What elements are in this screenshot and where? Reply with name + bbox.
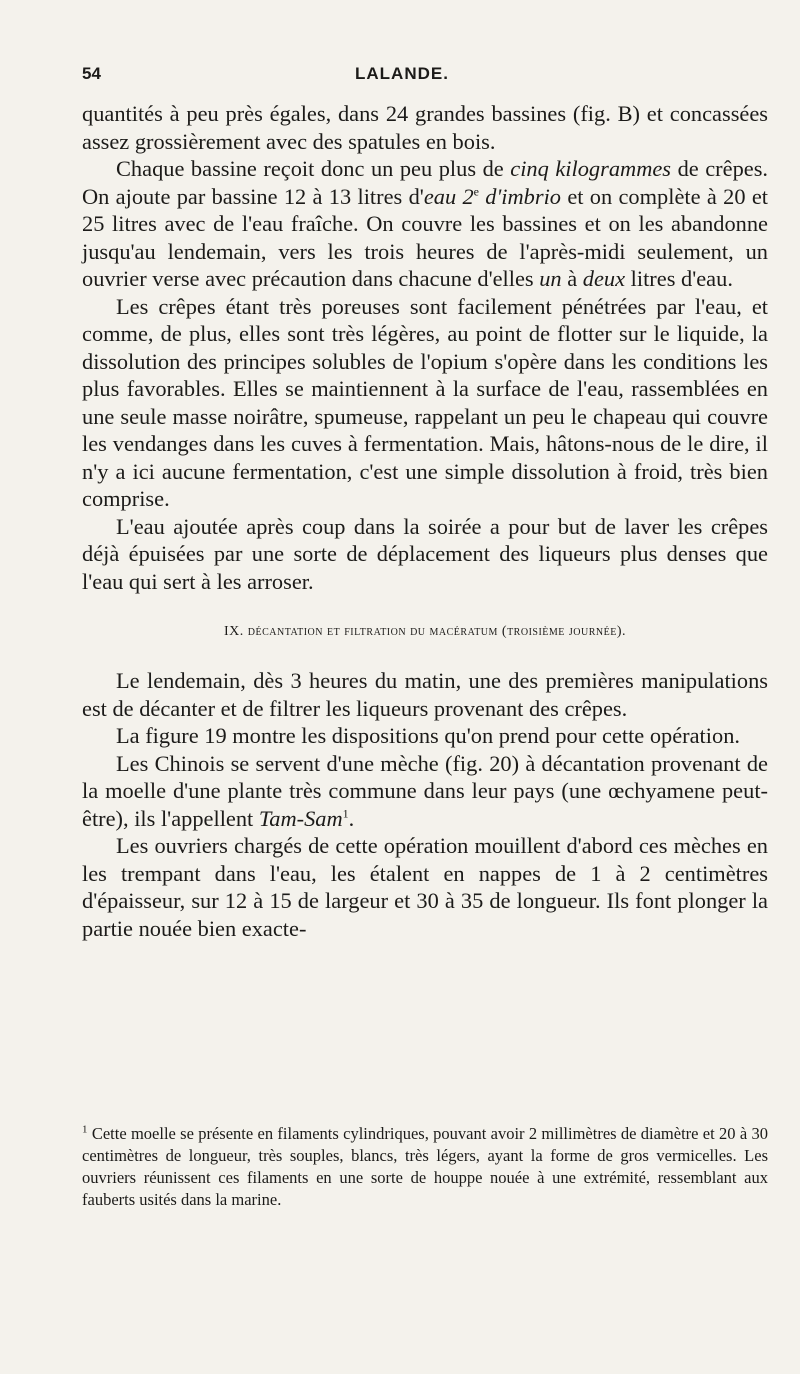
emphasis-tam-sam: Tam-Sam [258,805,343,831]
text-run: . [348,805,355,831]
text-run: Les Chinois se servent d'une mèche (fig. 20) à décantation provenant de la moelle d'une plante très commune dans leur pays (une œchyamene peut-être), ils l'appellent [82,750,768,831]
text-run: Chaque bassine reçoit donc un peu plus de [116,156,511,181]
emphasis-un: un [539,266,562,291]
paragraph-lendemain: Le lendemain, dès 3 heures du matin, une des premières manipulations est de décanter et de filtrer les liqueurs provenant des crêpes. [82,668,768,721]
footnote-mark: 1 [82,1123,88,1136]
paragraph-ouvriers: Les ouvriers chargés de cette opération mouillent d'abord ces mèches en les trempant dans l'eau, les étalent en nappes de 1 à 2 centimètres d'épaisseur, sur 12 à 15 de largeur et 30 à 35 de longueur. Ils font plonger la partie nouée bien exacte- [82,833,768,941]
page-number: 54 [82,64,101,83]
paragraph-chinois [82,750,768,833]
section-heading: IX. décantation et filtration du macératum (troisième journée). [223,624,627,639]
paragraph-continuation: quantités à peu près égales, dans 24 grandes bassines (fig. B) et concassées assez grossièrement avec des spatules en bois. [82,101,768,154]
footnote [82,1123,768,1211]
emphasis-eau: eau 2 [423,183,474,209]
paragraph-eau-ajoutee: L'eau ajoutée après coup dans la soirée a pour but de laver les crêpes déjà épuisées par une sorte de déplacement des liqueurs plus denses que l'eau qui sert à les arroser. [82,513,768,594]
text-run: de crêpes. On ajoute par bassine 12 à 13 litres d' [82,156,769,209]
paragraph-bassine [82,155,768,293]
text-run: et on complète à 20 et 25 litres avec de l'eau fraîche. On couvre les bassines et on les abandonne jusqu'au lendemain, vers les trois heures de l'après-midi seulement, un ouvrier verse avec précaution dans chacune d'elles [82,183,768,291]
text-run: à [561,266,583,291]
emphasis-imbrio: d'imbrio [478,183,561,209]
main-text [82,100,768,942]
paragraph-figure-19: La figure 19 montre les dispositions qu'on prend pour cette opération. [116,723,740,748]
footnote-reference: 1 [342,806,349,821]
emphasis-deux: deux [582,266,626,291]
text-run: litres d'eau. [625,266,733,291]
running-header [82,64,722,92]
paragraph-crepes-poreuses: Les crêpes étant très poreuses sont facilement pénétrées par l'eau, et comme, de plus, elles sont très légères, au point de flotter sur le liquide, la dissolution des principes solubles de l'opium s'opère dans les conditions les plus favorables. Elles se maintiennent à la surface de l'eau, rassemblées en une seule masse noirâtre, spumeuse, rappelant un peu le chapeau qui couvre les vendanges dans les cuves à fermentation. Mais, hâtons-nous de le dire, il n'y a ici aucune fermentation, c'est une simple dissolution à froid, très bien comprise. [82,293,768,511]
superscript-e: e [473,184,479,199]
footnote-text: Cette moelle se présente en filaments cylindriques, pouvant avoir 2 millimètres de diamètre et 20 à 30 centimètres de longueur, très souples, blancs, très légers, ayant la forme de gros vermicelles. Les ouvriers réunissent ces filaments en une sorte de houppe nouée à une extrémité, ressemblant aux fauberts usités dans la marine. [82,1124,768,1209]
running-title: LALANDE. [355,64,449,83]
emphasis-cinq-kilogrammes: cinq kilogrammes [510,156,672,181]
